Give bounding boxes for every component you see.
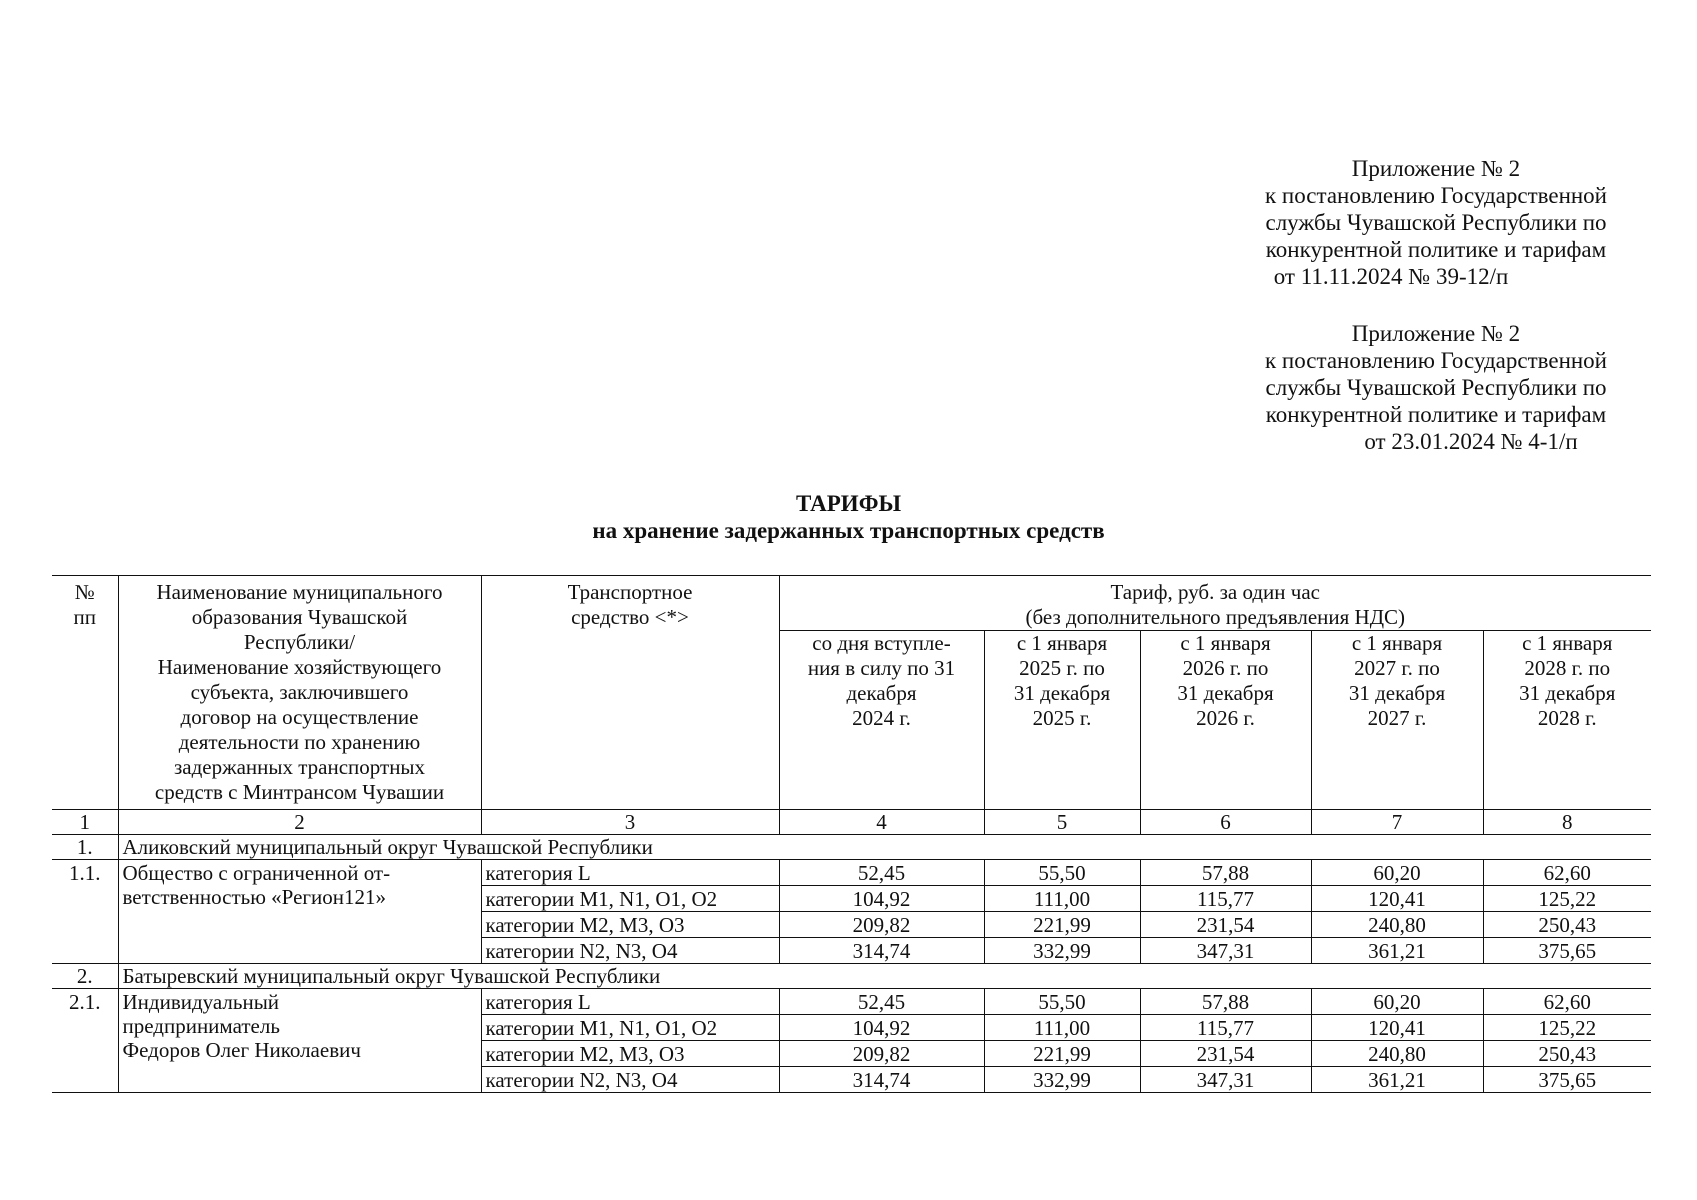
- header-text: 31 декабря: [1013, 681, 1111, 705]
- vehicle-category: категории M2, M3, O3: [481, 1041, 779, 1067]
- header-row: [52, 576, 1651, 631]
- header-text: с 1 января: [1522, 631, 1613, 655]
- tariff-value: 120,41: [1311, 1015, 1483, 1041]
- appendix-line: к постановлению Государственной: [1265, 183, 1607, 208]
- header-period-2026: [1140, 631, 1311, 810]
- header-text: Тариф, руб. за один час: [1110, 580, 1320, 604]
- tariff-value: 361,21: [1311, 938, 1483, 964]
- tariff-value: 375,65: [1483, 938, 1651, 964]
- entity-name: [118, 860, 481, 964]
- tariff-value: 111,00: [984, 1015, 1140, 1041]
- entity-name-line: предприниматель: [122, 1014, 280, 1038]
- header-text: Наименование муниципального: [156, 580, 443, 604]
- appendix-current: [1236, 155, 1636, 290]
- entity-name-line: Индивидуальный: [122, 990, 280, 1014]
- header-text: задержанных транспортных: [173, 755, 426, 779]
- tariff-value: 57,88: [1140, 860, 1311, 886]
- appendix-title: Приложение № 2: [1351, 156, 1521, 181]
- header-text: с 1 января: [1180, 631, 1271, 655]
- tariff-value: 57,88: [1140, 989, 1311, 1015]
- appendix-title: Приложение № 2: [1351, 321, 1521, 346]
- vehicle-category: категории M1, N1, O1, O2: [481, 1015, 779, 1041]
- tariff-value: 55,50: [984, 860, 1140, 886]
- document-title: [0, 490, 1697, 544]
- header-text: средств с Минтрансом Чувашии: [154, 780, 445, 804]
- vehicle-category: категории N2, N3, O4: [481, 938, 779, 964]
- entity-number: 2.1.: [52, 989, 118, 1093]
- tariff-value: 52,45: [779, 989, 984, 1015]
- entity-name: [118, 989, 481, 1093]
- tariff-value: 250,43: [1483, 912, 1651, 938]
- tariff-value: 240,80: [1311, 912, 1483, 938]
- column-number: 5: [984, 810, 1140, 835]
- tariff-value: 104,92: [779, 1015, 984, 1041]
- tariff-value: 332,99: [984, 938, 1140, 964]
- region-row: [52, 964, 1651, 989]
- title-sub: на хранение задержанных транспортных средств: [592, 518, 1105, 543]
- vehicle-category: категории N2, N3, O4: [481, 1067, 779, 1093]
- vehicle-category: категория L: [481, 860, 779, 886]
- table-row: [52, 989, 1651, 1015]
- column-numbers-row: [52, 810, 1651, 835]
- header-num: [52, 576, 118, 810]
- header-text: образования Чувашской: [191, 605, 408, 629]
- header-text: Республики/: [243, 630, 356, 654]
- tariff-value: 221,99: [984, 912, 1140, 938]
- title-main: ТАРИФЫ: [795, 491, 902, 516]
- header-text: с 1 января: [1351, 631, 1443, 655]
- tariff-value: 314,74: [779, 938, 984, 964]
- header-text: с 1 января: [1016, 631, 1108, 655]
- region-name: Батыревский муниципальный округ Чувашской Республики: [118, 964, 1651, 989]
- column-number: 6: [1140, 810, 1311, 835]
- region-number: 1.: [52, 835, 118, 860]
- tariff-value: 55,50: [984, 989, 1140, 1015]
- tariff-value: 231,54: [1140, 912, 1311, 938]
- header-period-2025: [984, 631, 1140, 810]
- column-number: 7: [1311, 810, 1483, 835]
- header-period-2024: [779, 631, 984, 810]
- vehicle-category: категории M1, N1, O1, O2: [481, 886, 779, 912]
- column-number: 2: [118, 810, 481, 835]
- header-text: декабря: [846, 681, 917, 705]
- header-text: пп: [73, 605, 96, 629]
- header-text: 2024 г.: [852, 706, 911, 730]
- tariff-value: 52,45: [779, 860, 984, 886]
- header-text: со дня вступле-: [812, 631, 951, 655]
- column-number: 1: [52, 810, 118, 835]
- column-number: 8: [1483, 810, 1651, 835]
- appendix-date: от 11.11.2024 № 39-12/п: [1273, 264, 1509, 289]
- region-row: [52, 835, 1651, 860]
- tariff-value: 231,54: [1140, 1041, 1311, 1067]
- tariff-value: 60,20: [1311, 860, 1483, 886]
- column-number: 3: [481, 810, 779, 835]
- entity-name-line: Федоров Олег Николаевич: [122, 1038, 361, 1062]
- header-text: 2025 г.: [1032, 706, 1092, 730]
- appendix-line: конкурентной политике и тарифам: [1265, 237, 1607, 262]
- entity-name-line: Общество с ограниченной от-: [122, 861, 391, 885]
- header-text: 31 декабря: [1348, 681, 1446, 705]
- tariff-value: 115,77: [1140, 1015, 1311, 1041]
- tariff-value: 125,22: [1483, 886, 1651, 912]
- tariff-value: 125,22: [1483, 1015, 1651, 1041]
- appendix-line: конкурентной политике и тарифам: [1265, 402, 1607, 427]
- header-text: субъекта, заключившего: [190, 680, 409, 704]
- header-text: 2027 г.: [1367, 706, 1427, 730]
- tariff-value: 111,00: [984, 886, 1140, 912]
- tariff-value: 209,82: [779, 1041, 984, 1067]
- tariff-value: 221,99: [984, 1041, 1140, 1067]
- region-name: Аликовский муниципальный округ Чувашской Республики: [118, 835, 1651, 860]
- vehicle-category: категории M2, M3, O3: [481, 912, 779, 938]
- header-text: 2026 г. по: [1182, 656, 1269, 680]
- appendix-line: к постановлению Государственной: [1265, 348, 1607, 373]
- header-text: 2028 г. по: [1524, 656, 1611, 680]
- tariff-value: 120,41: [1311, 886, 1483, 912]
- header-text: Наименование хозяйствующего: [157, 655, 442, 679]
- header-entity: [118, 576, 481, 810]
- header-text: договор на осуществление: [180, 705, 419, 729]
- tariff-value: 332,99: [984, 1067, 1140, 1093]
- entity-number: 1.1.: [52, 860, 118, 964]
- header-period-2027: [1311, 631, 1483, 810]
- header-text: ния в силу по 31: [807, 656, 956, 680]
- header-text: 2025 г. по: [1019, 656, 1105, 680]
- appendix-previous: [1236, 320, 1636, 455]
- tariff-value: 250,43: [1483, 1041, 1651, 1067]
- tariff-value: 347,31: [1140, 1067, 1311, 1093]
- header-text: 31 декабря: [1177, 681, 1274, 705]
- appendix-line: службы Чувашской Республики по: [1265, 375, 1607, 400]
- header-text: 31 декабря: [1519, 681, 1616, 705]
- header-vehicle: [481, 576, 779, 810]
- header-tariff: [779, 576, 1651, 631]
- tariff-value: 240,80: [1311, 1041, 1483, 1067]
- tariff-value: 104,92: [779, 886, 984, 912]
- appendix-date: от 23.01.2024 № 4-1/п: [1364, 429, 1578, 454]
- header-text: 2026 г.: [1196, 706, 1255, 730]
- column-number: 4: [779, 810, 984, 835]
- tariff-value: 375,65: [1483, 1067, 1651, 1093]
- header-text: (без дополнительного предъявления НДС): [1025, 605, 1406, 629]
- header-text: средство <*>: [571, 605, 689, 629]
- tariff-value: 62,60: [1483, 989, 1651, 1015]
- tariff-value: 314,74: [779, 1067, 984, 1093]
- appendix-line: службы Чувашской Республики по: [1265, 210, 1607, 235]
- header-period-2028: [1483, 631, 1651, 810]
- header-text: Транспортное: [567, 580, 693, 604]
- header-text: 2028 г.: [1537, 706, 1597, 730]
- tariff-value: 361,21: [1311, 1067, 1483, 1093]
- tariff-value: 347,31: [1140, 938, 1311, 964]
- entity-name-line: ветственностью «Регион121»: [122, 885, 386, 909]
- region-number: 2.: [52, 964, 118, 989]
- tariff-value: 115,77: [1140, 886, 1311, 912]
- header-text: 2027 г. по: [1354, 656, 1440, 680]
- vehicle-category: категория L: [481, 989, 779, 1015]
- tariff-value: 60,20: [1311, 989, 1483, 1015]
- table-row: [52, 860, 1651, 886]
- header-text: деятельности по хранению: [178, 730, 421, 754]
- tariff-table: [52, 575, 1651, 1093]
- tariff-value: 62,60: [1483, 860, 1651, 886]
- header-text: №: [74, 580, 95, 604]
- tariff-value: 209,82: [779, 912, 984, 938]
